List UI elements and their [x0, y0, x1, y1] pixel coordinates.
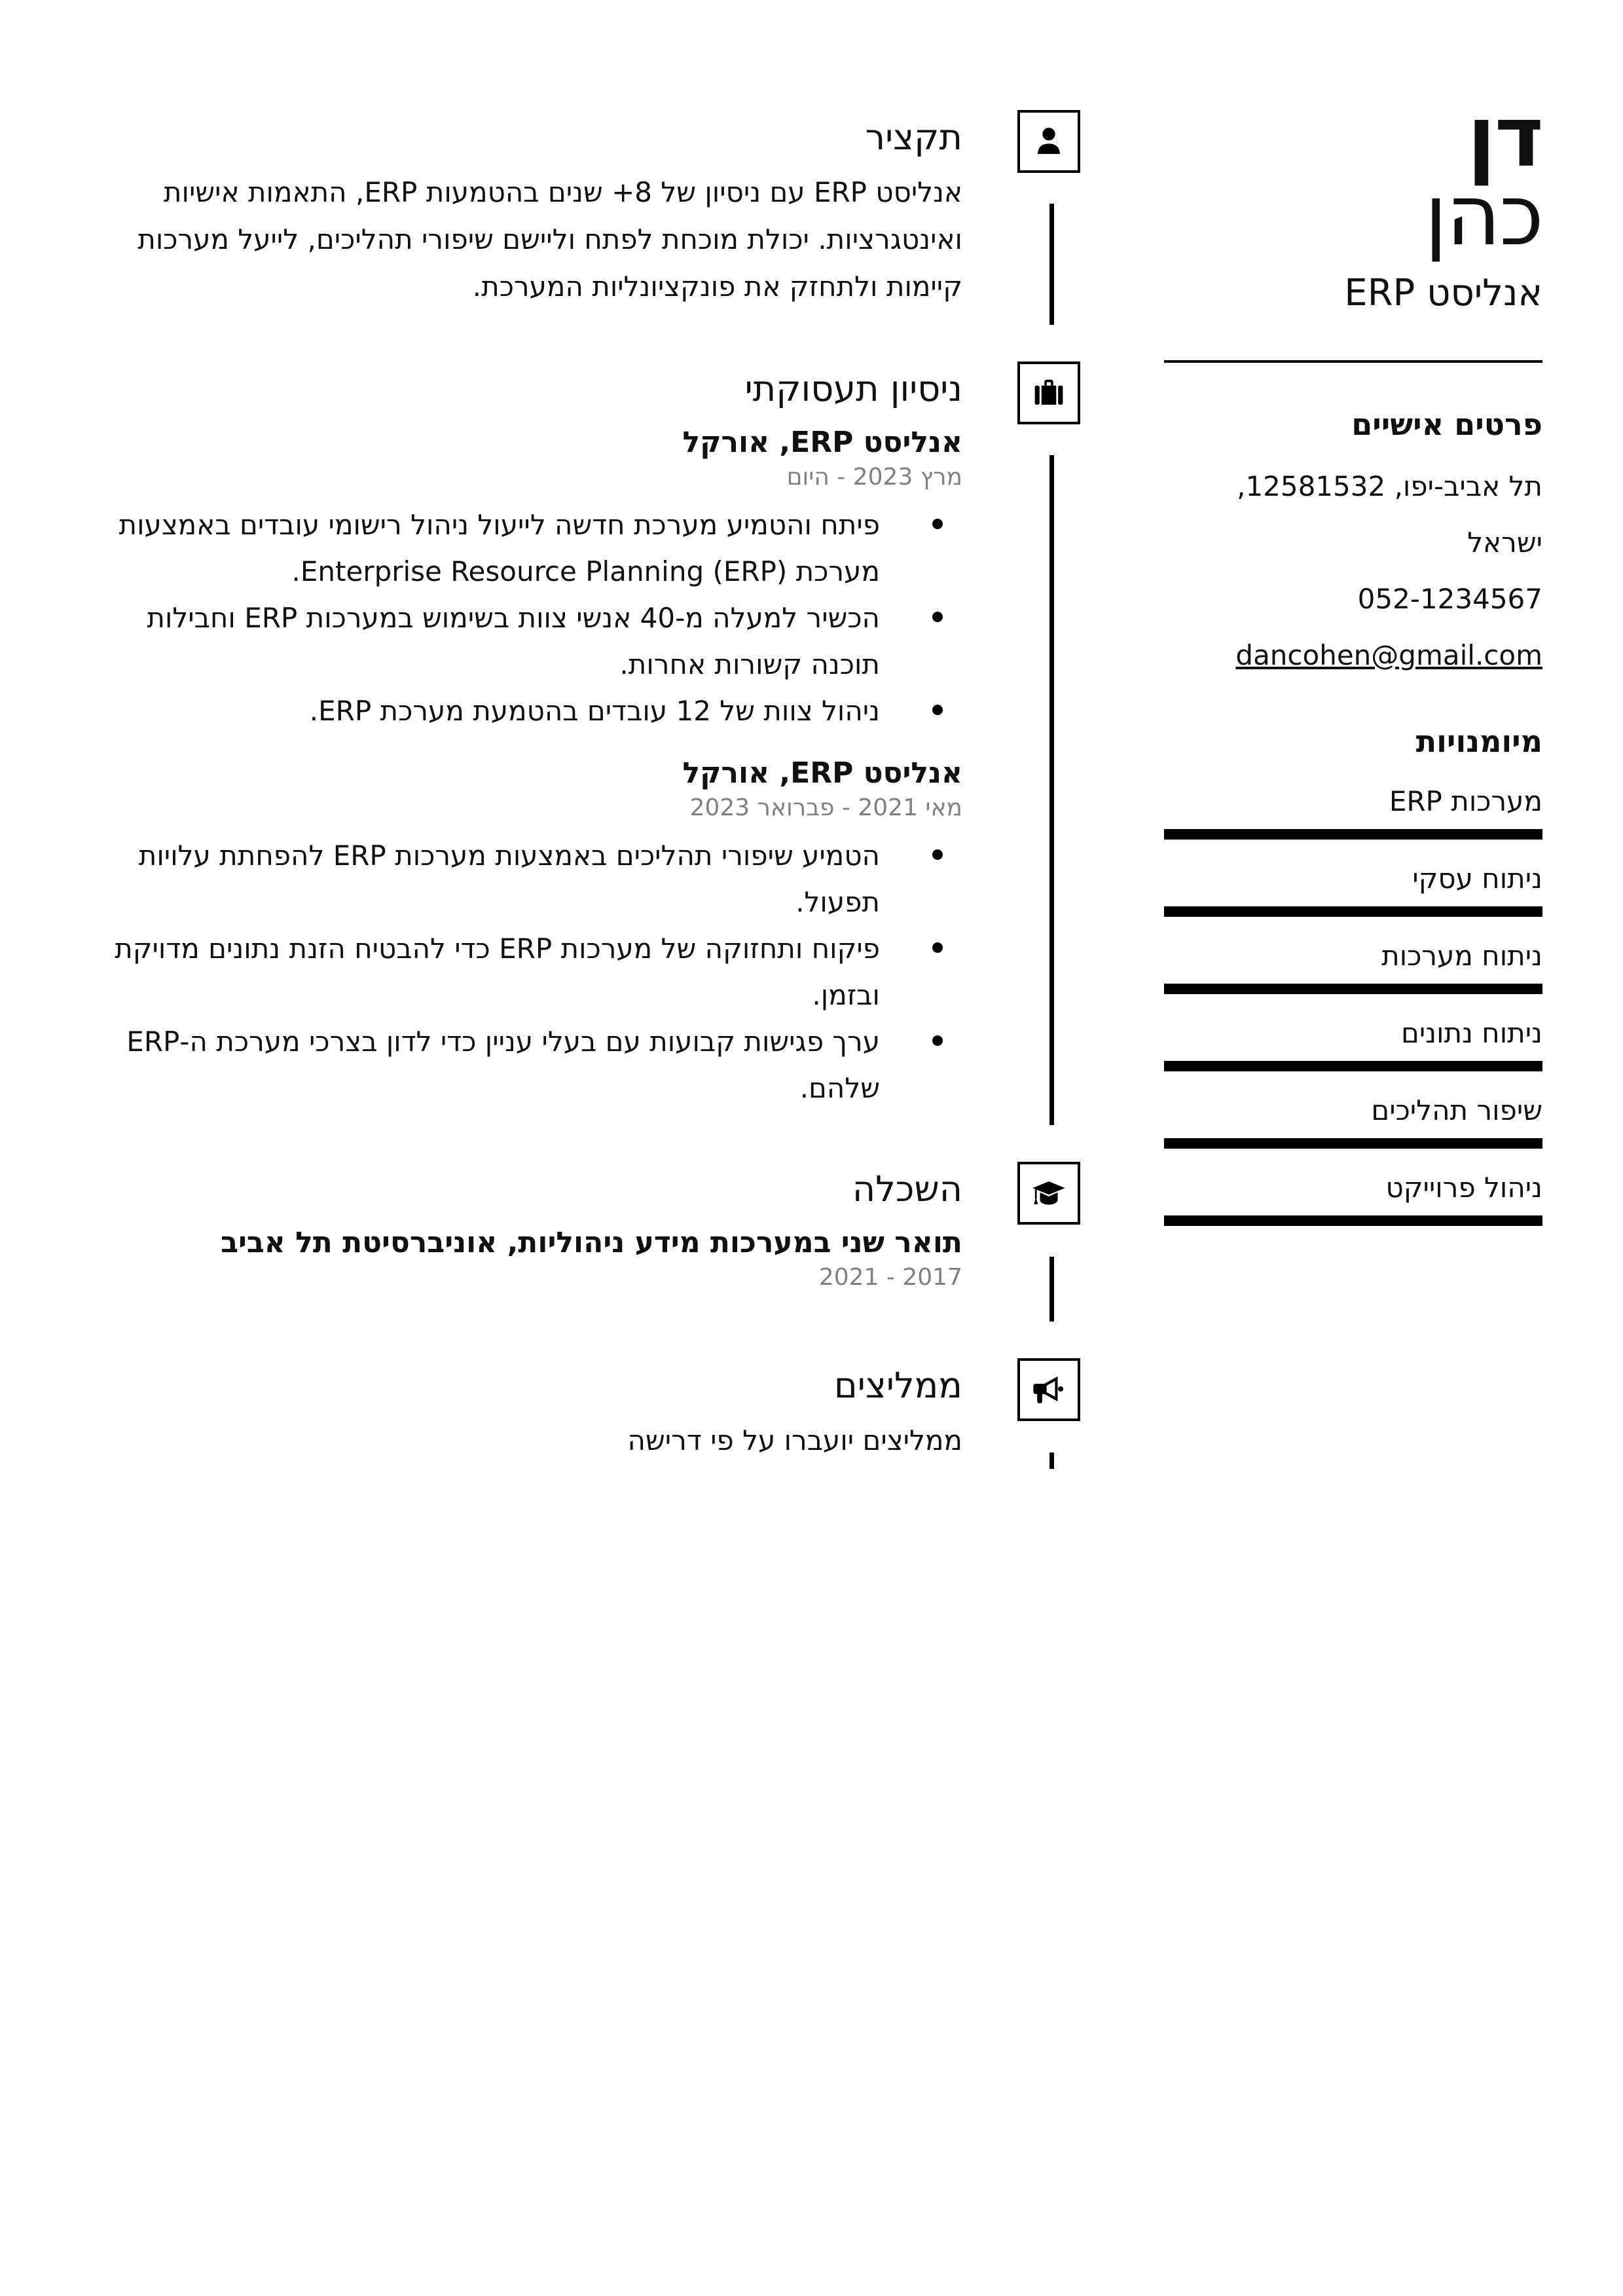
education-icon-box: [1017, 1162, 1080, 1225]
skill-level-bar: [1164, 1215, 1542, 1226]
job-bullets: [111, 502, 962, 734]
summary-text: אנליסט ERP עם ניסיון של 8+ שנים בהטמעות ERP, התאמות אישיות ואינטגרציות. יכולת מוכחת לפתח וליישם שיפורי תהליכים, לייעל מערכות קיימות ולתחזק את פונקציונליות המערכת.: [137, 176, 962, 303]
briefcase-icon: [1031, 375, 1067, 411]
job-bullet: הכשיר למעלה מ-40 אנשי צוות בשימוש במערכות ERP וחבילות תוכנה קשורות אחרות.: [111, 595, 880, 688]
experience-title: ניסיון תעסוקתי: [744, 368, 962, 409]
sidebar: [1164, 88, 1542, 1226]
skill-level-bar: [1164, 1138, 1542, 1149]
skill-level-bar: [1164, 984, 1542, 994]
job-title: אנליסט ERP: [1344, 272, 1542, 314]
skill-label: ניתוח מערכות: [1381, 940, 1542, 972]
skill-item: [1164, 781, 1542, 840]
graduation-cap-icon: [1031, 1176, 1067, 1211]
degree-heading: תואר שני במערכות מידע ניהוליות, אוניברסיטת תל אביב: [221, 1226, 962, 1259]
megaphone-icon: [1031, 1372, 1067, 1407]
skill-label: מערכות ERP: [1389, 785, 1542, 817]
skill-item: [1164, 935, 1542, 994]
skill-level-bar: [1164, 829, 1542, 840]
personal-details-heading: פרטים אישיים: [1351, 407, 1542, 442]
experience-icon-box: [1017, 361, 1080, 424]
education-section: [111, 1164, 962, 1293]
experience-timeline-line: [1049, 455, 1054, 1125]
skill-level-bar: [1164, 906, 1542, 917]
job-bullets: [111, 832, 962, 1111]
user-icon: [1031, 124, 1067, 159]
job-dates: מאי 2021 - פברואר 2023: [689, 794, 962, 821]
job-bullet: פיתח והטמיע מערכת חדשה לייעול ניהול רישומי עובדים באמצעות מערכת Enterprise Resource Planning (ERP).: [111, 502, 880, 595]
summary-section: [111, 113, 962, 310]
address: תל אביב-יפו, 12581532, ישראל: [1237, 470, 1542, 559]
education-timeline-line: [1049, 1257, 1054, 1322]
education-title: השכלה: [852, 1168, 962, 1210]
job-heading: אנליסט ERP, אורקל: [682, 756, 962, 790]
skill-label: ניתוח נתונים: [1401, 1017, 1542, 1049]
job-bullet: ערך פגישות קבועות עם בעלי עניין כדי לדון בצרכי מערכת ה-ERP שלהם.: [111, 1018, 880, 1111]
skills-heading: מיומנויות: [1415, 724, 1542, 759]
job-bullet: הטמיע שיפורי תהליכים באמצעות מערכות ERP להפחתת עלויות תפעול.: [111, 832, 880, 925]
first-name: דן: [1467, 88, 1542, 186]
references-icon-box: [1017, 1358, 1080, 1421]
references-title: ממליצים: [833, 1365, 962, 1406]
summary-title: תקציר: [865, 117, 962, 158]
skill-item: [1164, 858, 1542, 917]
references-timeline-line: [1049, 1453, 1054, 1469]
job-entry: [111, 423, 962, 734]
job-bullet: פיקוח ותחזוקה של מערכות ERP כדי להבטיח הזנת נתונים מדויקת ובזמן.: [111, 925, 880, 1018]
references-section: [111, 1361, 962, 1464]
skill-label: ניהול פרוייקט: [1385, 1172, 1542, 1204]
skill-label: שיפור תהליכים: [1371, 1094, 1542, 1126]
job-bullet: ניהול צוות של 12 עובדים בהטמעת מערכת ERP.: [111, 688, 880, 734]
email-link[interactable]: dancohen@gmail.com: [1235, 639, 1542, 671]
job-dates: מרץ 2023 - היום: [786, 464, 962, 491]
last-name: כהן: [1424, 167, 1542, 265]
skill-item: [1164, 1012, 1542, 1071]
references-text: ממליצים יועברו על פי דרישה: [627, 1424, 962, 1456]
summary-timeline-line: [1049, 204, 1054, 325]
skill-label: ניתוח עסקי: [1412, 862, 1542, 895]
skill-item: [1164, 1167, 1542, 1226]
summary-icon-box: [1017, 110, 1080, 173]
education-dates: 2017 - 2021: [818, 1264, 962, 1291]
job-entry: [111, 754, 962, 1111]
header-divider: [1164, 360, 1542, 363]
skill-level-bar: [1164, 1061, 1542, 1071]
phone: 052-1234567: [1357, 583, 1542, 615]
skill-item: [1164, 1090, 1542, 1149]
job-heading: אנליסט ERP, אורקל: [682, 426, 962, 459]
experience-section: [111, 364, 962, 1111]
